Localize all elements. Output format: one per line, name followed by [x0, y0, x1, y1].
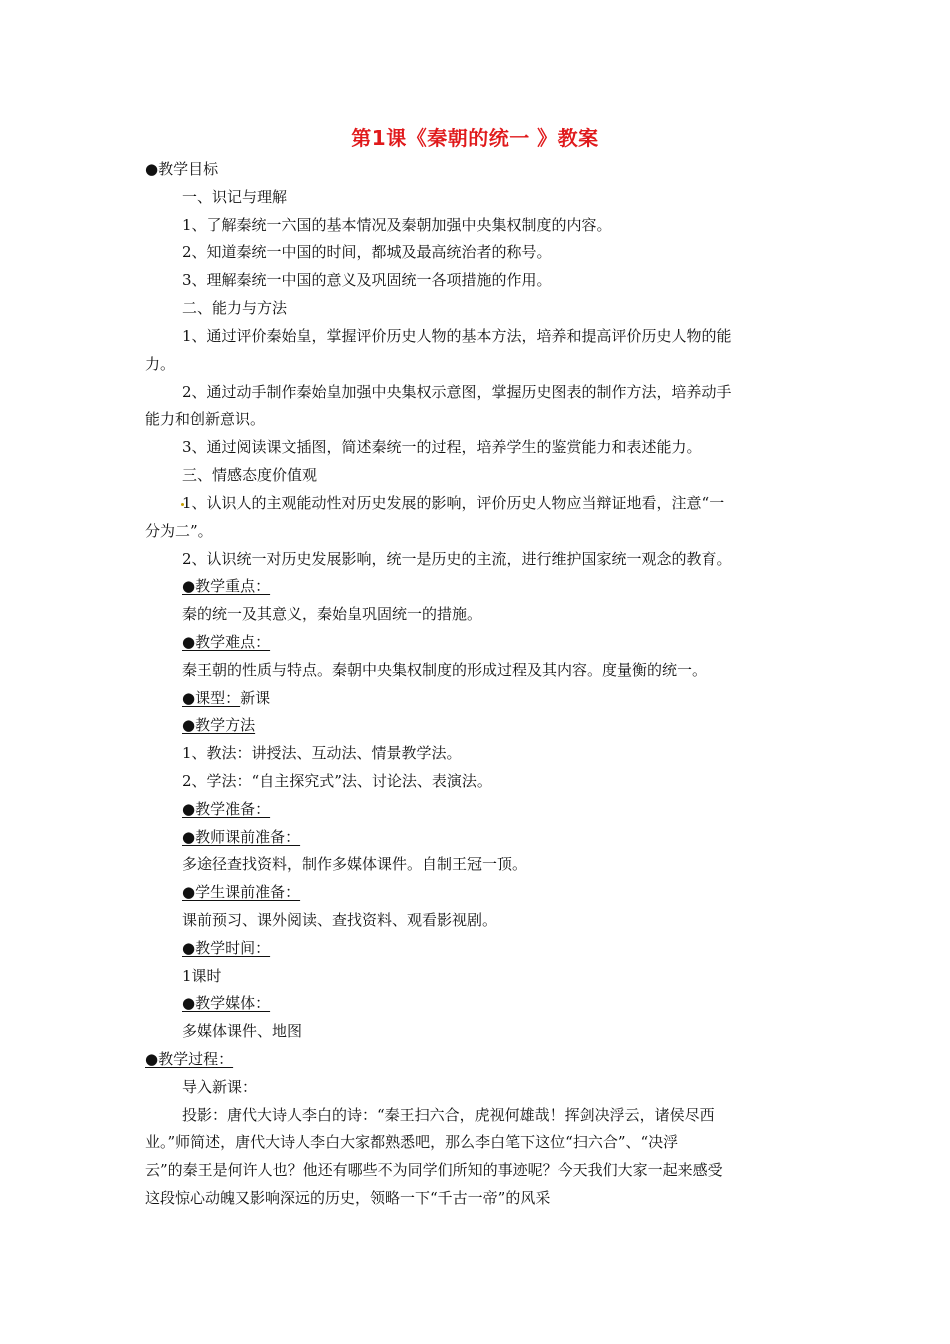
student-prep-text: 课前预习、课外阅读、查找资料、观看影视剧。 — [182, 911, 498, 929]
objective-2-item: 3、通过阅读课文插图，简述秦统一的过程，培养学生的鉴赏能力和表述能力。 — [182, 438, 702, 456]
student-prep-heading: ●学生课前准备： — [182, 883, 301, 901]
objective-2-item-continued: 力。 — [145, 355, 176, 373]
objectives-heading: ●教学目标 — [145, 160, 219, 178]
objective-1-item: 1、了解秦统一六国的基本情况及秦朝加强中央集权制度的内容。 — [182, 216, 612, 234]
intro-paragraph-line: 云”的秦王是何许人也？他还有哪些不为同学们所知的事迹呢？今天我们大家一起来感受 — [145, 1161, 723, 1179]
teacher-prep-text: 多途径查找资料，制作多媒体课件。自制王冠一顶。 — [182, 855, 528, 873]
method-item: 1、教法：讲授法、互动法、情景教学法。 — [182, 744, 462, 762]
objective-3-heading: 三、情感态度价值观 — [182, 466, 318, 484]
teacher-prep-heading: ●教师课前准备： — [182, 828, 301, 846]
objective-1-item: 2、知道秦统一中国的时间，都城及最高统治者的称号。 — [182, 243, 552, 261]
difficulties-heading: ●教学难点： — [182, 633, 271, 651]
objective-3-item: 1、认识人的主观能动性对历史发展的影响，评价历史人物应当辩证地看，注意“一 — [182, 494, 725, 512]
objective-1-item: 3、理解秦统一中国的意义及巩固统一各项措施的作用。 — [182, 271, 552, 289]
intro-paragraph-line: 这段惊心动魄又影响深远的历史，领略一下“千古一帝”的风采 — [145, 1189, 551, 1207]
objective-2-item-continued: 能力和创新意识。 — [145, 410, 266, 428]
objective-3-item: 2、认识统一对历史发展影响，统一是历史的主流，进行维护国家统一观念的教育。 — [182, 550, 732, 568]
document-title: 第1课《秦朝的统一 》教案 — [351, 126, 599, 150]
intro-paragraph-line: 投影：唐代大诗人李白的诗：“秦王扫六合，虎视何雄哉！挥剑决浮云，诸侯尽西 — [182, 1106, 715, 1124]
objective-2-item: 2、通过动手制作秦始皇加强中央集权示意图，掌握历史图表的制作方法，培养动手 — [182, 383, 732, 401]
media-heading: ●教学媒体： — [182, 994, 271, 1012]
difficulties-text: 秦王朝的性质与特点。秦朝中央集权制度的形成过程及其内容。度量衡的统一。 — [182, 661, 708, 679]
media-text: 多媒体课件、地图 — [182, 1022, 303, 1040]
objective-2-heading: 二、能力与方法 — [182, 299, 288, 317]
method-item: 2、学法：“自主探究式”法、讨论法、表演法。 — [182, 772, 492, 790]
objective-2-item: 1、通过评价秦始皇，掌握评价历史人物的基本方法，培养和提高评价历史人物的能 — [182, 327, 732, 345]
lesson-type-label: ●课型： — [182, 689, 241, 707]
lesson-type — [182, 688, 270, 708]
prep-heading: ●教学准备： — [182, 800, 271, 818]
key-points-heading: ●教学重点： — [182, 577, 271, 595]
objective-3-item-continued: 分为二”。 — [145, 522, 213, 540]
objective-1-heading: 一、识记与理解 — [182, 188, 288, 206]
lesson-type-value: 新课 — [240, 689, 271, 707]
time-heading: ●教学时间： — [182, 939, 271, 957]
key-points-text: 秦的统一及其意义，秦始皇巩固统一的措施。 — [182, 605, 483, 623]
intro-heading: 导入新课： — [182, 1078, 258, 1096]
time-text: 1课时 — [182, 967, 222, 985]
process-heading: ●教学过程： — [145, 1050, 234, 1068]
intro-paragraph-line: 业。”师简述，唐代大诗人李白大家都熟悉吧，那么李白笔下这位“扫六合”、“决浮 — [145, 1133, 679, 1151]
methods-heading: ●教学方法 — [182, 716, 256, 734]
